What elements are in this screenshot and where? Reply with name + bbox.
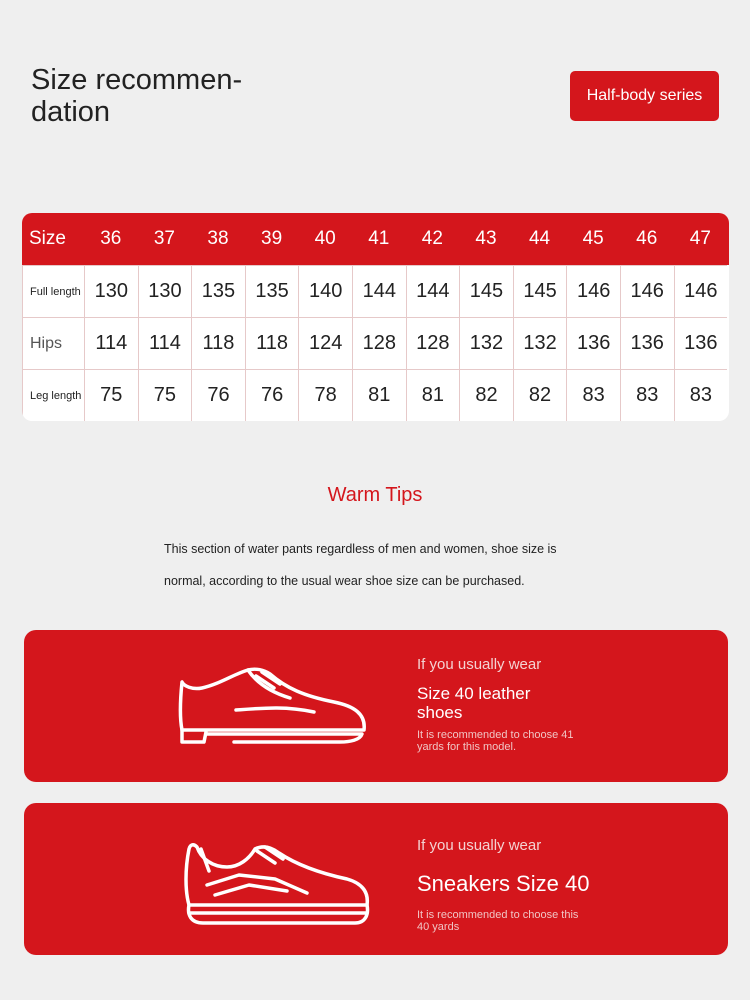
size-header-row [22, 213, 729, 265]
series-badge: Half-body series [570, 71, 719, 121]
table-cell: 83 [620, 369, 674, 421]
card-note: It is recommended to choose 41 yards for this model. [417, 729, 574, 753]
sneaker-icon [179, 835, 379, 931]
table-cell: 146 [620, 265, 674, 317]
table-cell: 136 [674, 317, 728, 369]
title-line-2: dation [31, 96, 111, 128]
card-headline: Sneakers Size 40 [417, 871, 590, 896]
card-intro: If you usually wear [417, 837, 542, 854]
table-cell: 136 [620, 317, 674, 369]
size-header-cell: 44 [528, 228, 551, 249]
table-cell: 128 [352, 317, 406, 369]
table-cell: 118 [191, 317, 245, 369]
leather-shoe-icon [174, 662, 374, 752]
title-line-1: Size recommen- [31, 64, 243, 96]
table-cell: 75 [138, 369, 192, 421]
table-cell: 146 [674, 265, 728, 317]
table-cell: 144 [406, 265, 460, 317]
table-cell: 145 [513, 265, 567, 317]
table-cell: 118 [245, 317, 299, 369]
table-cell: 128 [406, 317, 460, 369]
size-header-cell: 39 [261, 228, 283, 249]
table-cell: 82 [459, 369, 513, 421]
table-cell: 145 [459, 265, 513, 317]
table-cell: 83 [566, 369, 620, 421]
size-header-cell: 38 [207, 228, 229, 249]
size-header-label: Size [29, 228, 66, 249]
sneaker-card [24, 803, 728, 955]
leather-shoe-card [24, 630, 728, 782]
warm-tips-title: Warm Tips [327, 484, 423, 506]
table-cell: 82 [513, 369, 567, 421]
table-row [22, 317, 729, 369]
table-row [22, 369, 729, 421]
table-cell: 75 [84, 369, 138, 421]
row-label-full-length: Full length [22, 265, 84, 317]
table-cell: 78 [298, 369, 352, 421]
table-row [22, 265, 729, 317]
table-cell: 144 [352, 265, 406, 317]
size-header-cell: 45 [582, 228, 604, 249]
size-header-cell: 42 [421, 228, 443, 249]
size-header-cell: 40 [314, 228, 336, 249]
table-cell: 114 [84, 317, 138, 369]
table-cell: 136 [566, 317, 620, 369]
size-header-cell: 36 [100, 228, 122, 249]
size-header-cell: 37 [153, 228, 175, 249]
card-headline: Size 40 leather shoes [417, 684, 531, 722]
table-cell: 81 [352, 369, 406, 421]
table-cell: 76 [191, 369, 245, 421]
table-cell: 146 [566, 265, 620, 317]
row-label-hips: Hips [22, 317, 84, 369]
table-cell: 83 [674, 369, 728, 421]
page-title [31, 64, 242, 128]
table-cell: 130 [138, 265, 192, 317]
size-header-cell: 41 [368, 228, 390, 249]
size-header-cell: 43 [475, 228, 497, 249]
size-table [22, 213, 729, 421]
card-note: It is recommended to choose this 40 yards [417, 909, 579, 933]
table-cell: 130 [84, 265, 138, 317]
table-cell: 76 [245, 369, 299, 421]
table-cell: 140 [298, 265, 352, 317]
table-cell: 135 [245, 265, 299, 317]
table-cell: 124 [298, 317, 352, 369]
card-intro: If you usually wear [417, 656, 542, 673]
table-cell: 81 [406, 369, 460, 421]
tips-line-2: normal, according to the usual wear shoe size can be purchased. [164, 574, 525, 588]
table-cell: 114 [138, 317, 192, 369]
row-label-leg-length: Leg length [22, 369, 84, 421]
size-header-cell: 46 [636, 228, 658, 249]
table-cell: 132 [513, 317, 567, 369]
table-cell: 135 [191, 265, 245, 317]
size-header-cell: 47 [689, 228, 711, 249]
table-cell: 132 [459, 317, 513, 369]
tips-line-1: This section of water pants regardless of men and women, shoe size is [164, 542, 557, 556]
